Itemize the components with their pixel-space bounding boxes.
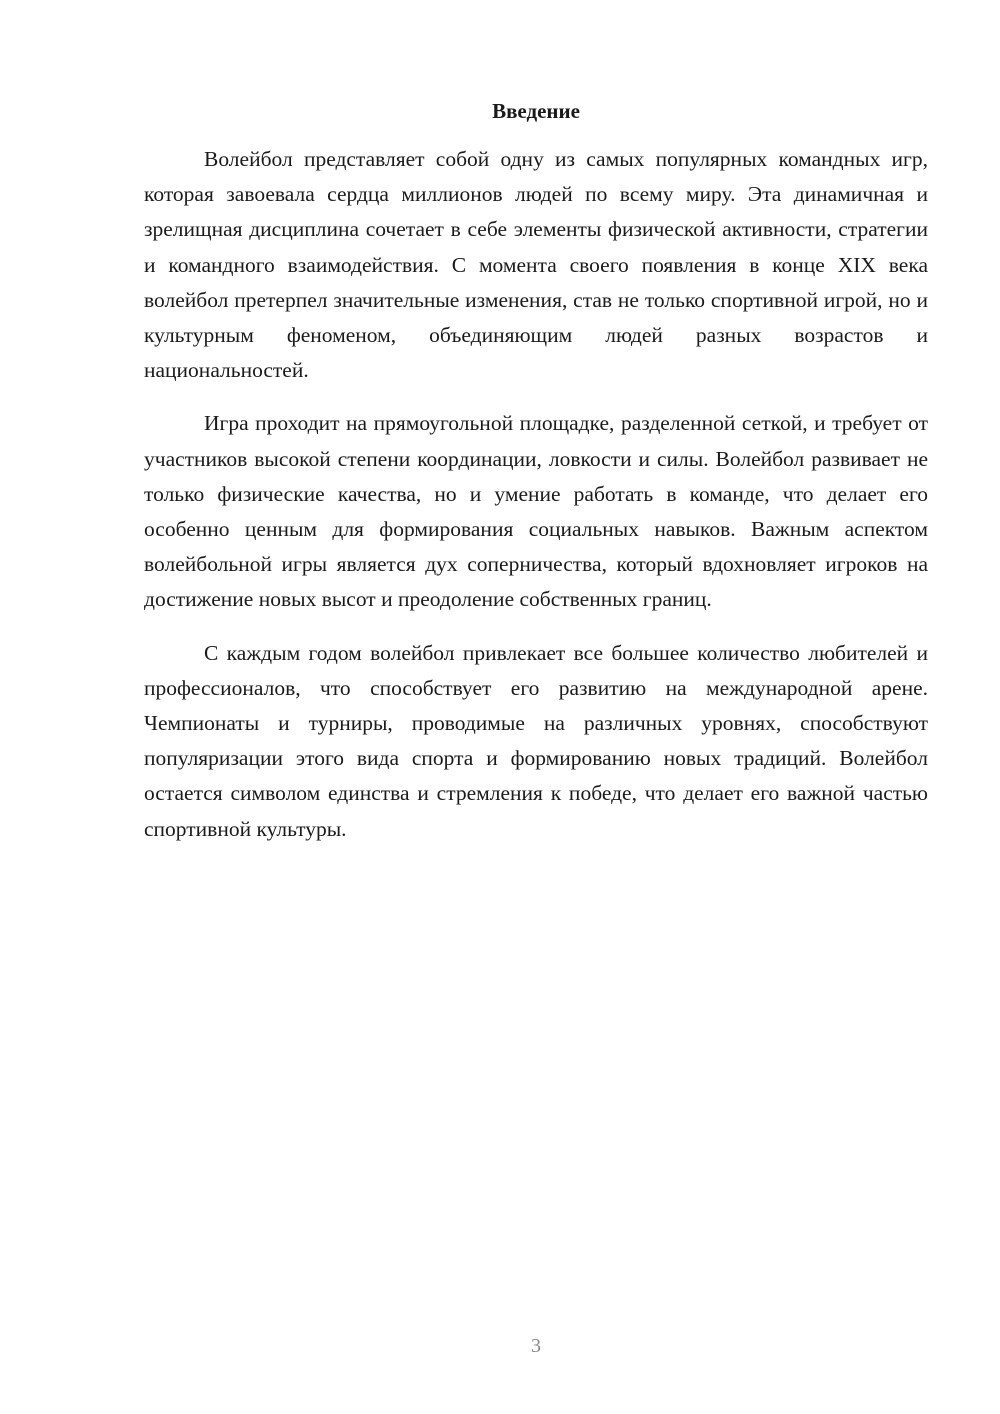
paragraph-1: Волейбол представляет собой одну из самых популярных командных игр, которая завоевала сердца миллионов людей по всему миру. Эта динамичная и зрелищная дисциплина сочетает в себе элементы физической активности, стратегии и командного взаимодействия. С момента своего появления в конце XIX века волейбол претерпел значительные изменения, став не только спортивной игрой, но и культурным феноменом, объединяющим людей разных возрастов и национальностей. <box>144 147 928 383</box>
paragraph-3: С каждым годом волейбол привлекает все большее количество любителей и профессионалов, что способствует его развитию на международной арене. Чемпионаты и турниры, проводимые на различных уровнях, способствуют популяризации этого вида спорта и формированию новых традиций. Волейбол остается символом единства и стремления к победе, что делает его важной частью спортивной культуры. <box>144 640 928 841</box>
section-heading: Введение <box>492 99 580 123</box>
paragraph-2: Игра проходит на прямоугольной площадке, разделенной сеткой, и требует от участников высокой степени координации, ловкости и силы. Волейбол развивает не только физические качества, но и умение работать в команде, что делает его особенно ценным для формирования социальных навыков. Важным аспектом волейбольной игры является дух соперничества, который вдохновляет игроков на достижение новых высот и преодоление собственных границ. <box>144 411 928 612</box>
page-number: 3 <box>531 1335 541 1357</box>
body-text <box>144 142 928 865</box>
